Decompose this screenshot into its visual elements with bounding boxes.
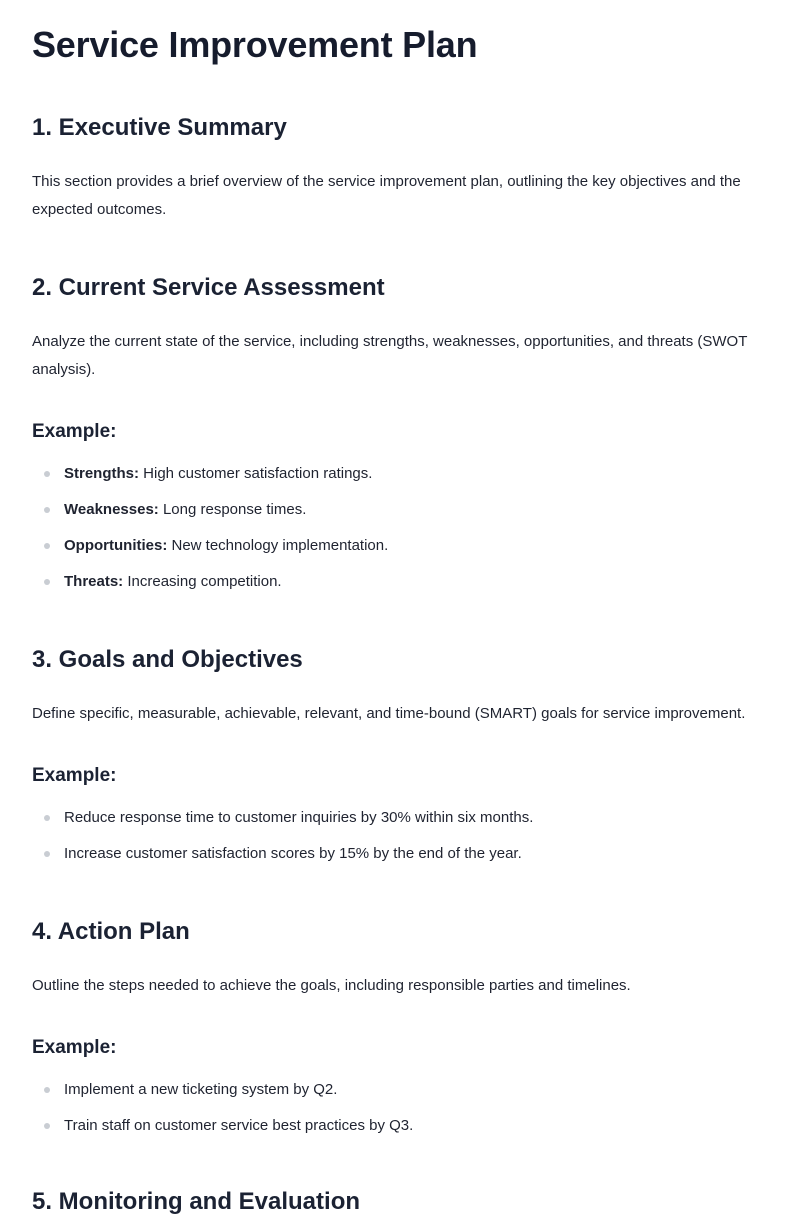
bullet-icon — [44, 851, 50, 857]
section-heading-action-plan: 4. Action Plan — [32, 918, 190, 945]
bullet-icon — [44, 579, 50, 585]
list-item-term: Threats: — [64, 573, 124, 590]
list-item-text: High customer satisfaction ratings. — [139, 465, 373, 482]
list-item-text: Reduce response time to customer inquiries by 30% within six months. — [64, 809, 534, 826]
list-item — [32, 844, 533, 880]
action-plan-example-list — [32, 1080, 413, 1152]
section-body-current-service-assessment: Analyze the current state of the service, including strengths, weaknesses, opportunities, and threats (SWOT analysis). — [32, 333, 748, 378]
swot-example-list — [32, 464, 388, 608]
list-item-text: Increase customer satisfaction scores by 15% by the end of the year. — [64, 845, 522, 862]
list-item-text: Increasing competition. — [123, 573, 282, 590]
list-item-text: Train staff on customer service best practices by Q3. — [64, 1117, 414, 1134]
list-item-text: New technology implementation. — [167, 537, 389, 554]
list-item — [32, 572, 388, 608]
example-heading: Example: — [32, 421, 117, 442]
bullet-icon — [44, 543, 50, 549]
list-item-term: Opportunities: — [64, 537, 168, 554]
section-heading-current-service-assessment: 2. Current Service Assessment — [32, 274, 385, 301]
section-body-action-plan: Outline the steps needed to achieve the goals, including responsible parties and timelines. — [32, 977, 631, 994]
page-title: Service Improvement Plan — [32, 24, 478, 65]
bullet-icon — [44, 815, 50, 821]
bullet-icon — [44, 471, 50, 477]
list-item — [32, 1116, 413, 1152]
list-item-term: Strengths: — [64, 465, 139, 482]
section-heading-goals-and-objectives: 3. Goals and Objectives — [32, 646, 303, 673]
section-body-executive-summary: This section provides a brief overview of the service improvement plan, outlining the key objectives and the expected outcomes. — [32, 173, 741, 218]
section-heading-executive-summary: 1. Executive Summary — [32, 114, 287, 141]
list-item — [32, 500, 388, 536]
list-item-text: Implement a new ticketing system by Q2. — [64, 1081, 338, 1098]
section-heading-monitoring-and-evaluation: 5. Monitoring and Evaluation — [32, 1188, 361, 1215]
list-item — [32, 808, 533, 844]
example-heading: Example: — [32, 765, 117, 786]
example-heading: Example: — [32, 1037, 117, 1058]
list-item — [32, 1080, 413, 1116]
section-body-goals-and-objectives: Define specific, measurable, achievable, relevant, and time-bound (SMART) goals for service improvement. — [32, 705, 746, 722]
list-item-term: Weaknesses: — [64, 501, 159, 518]
list-item-text: Long response times. — [158, 501, 307, 518]
bullet-icon — [44, 507, 50, 513]
goals-example-list — [32, 808, 533, 880]
list-item — [32, 536, 388, 572]
bullet-icon — [44, 1087, 50, 1093]
list-item — [32, 464, 388, 500]
bullet-icon — [44, 1123, 50, 1129]
